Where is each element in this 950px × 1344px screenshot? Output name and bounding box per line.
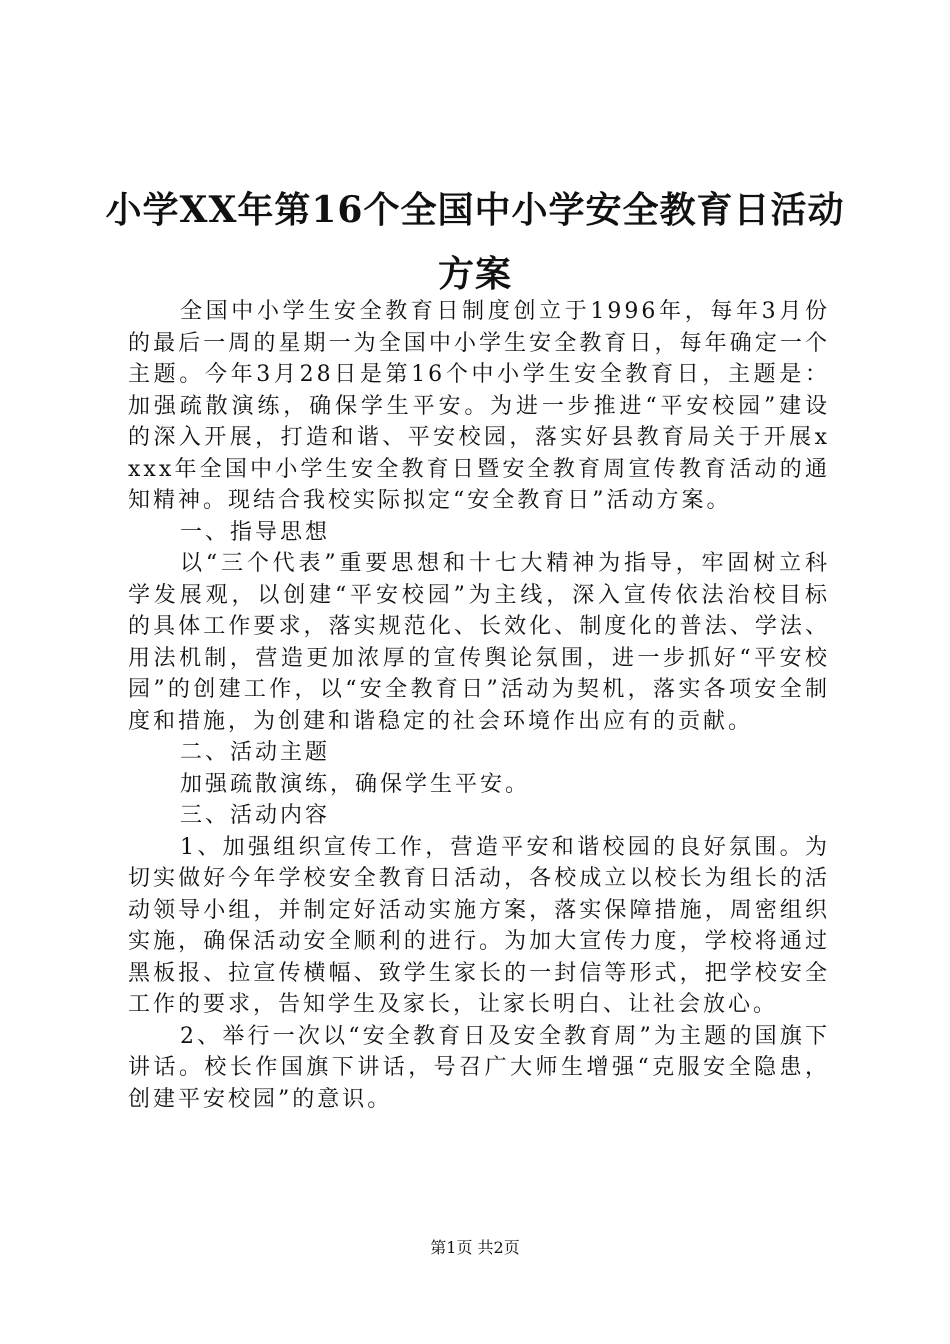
document-body — [128, 296, 830, 1115]
paragraph-content-item-2: 2、举行一次以“安全教育日及安全教育周”为主题的国旗下讲话。校长作国旗下讲话，号召广大师生增强“克服安全隐患，创建平安校园”的意识。 — [128, 1023, 830, 1112]
heading-activity-theme: 二、活动主题 — [180, 740, 331, 765]
document-title: 小学XX年第16个全国中小学安全教育日活动方案 — [105, 189, 845, 295]
paragraph-activity-theme: 加强疏散演练，确保学生平安。 — [180, 771, 531, 797]
paragraph-intro: 全国中小学生安全教育日制度创立于1996年，每年3月份的最后一周的星期一为全国中小学生安全教育日，每年确定一个主题。今年3月28日是第16个中小学生安全教育日，主题是：加强疏散演练，确保学生平安。为进一步推进“平安校园”建设的深入开展，打造和谐、平安校园，落实好县教育局关于开展xxxx年全国中小学生安全教育日暨安全教育周宣传教育活动的通知精神。现结合我校实际拟定“安全教育日”活动方案。 — [128, 299, 830, 513]
paragraph-content-item-1: 1、加强组织宣传工作，营造平安和谐校园的良好氛围。为切实做好今年学校安全教育日活动，各校成立以校长为组长的活动领导小组，并制定好活动实施方案，落实保障措施，周密组织实施，确保活动安全顺利的进行。为加大宣传力度，学校将通过黑板报、拉宣传横幅、致学生家长的一封信等形式，把学校安全工作的要求，告知学生及家长，让家长明白、让社会放心。 — [128, 834, 830, 1017]
heading-activity-content: 三、活动内容 — [180, 803, 331, 828]
paragraph-guiding-ideology: 以“三个代表”重要思想和十七大精神为指导，牢固树立科学发展观，以创建“平安校园”为主线，深入宣传依法治校目标的具体工作要求，落实规范化、长效化、制度化的普法、学法、用法机制，营造更加浓厚的宣传舆论氛围，进一步抓好“平安校园”的创建工作，以“安全教育日”活动为契机，落实各项安全制度和措施，为创建和谐稳定的社会环境作出应有的贡献。 — [128, 551, 830, 734]
page-number: 第1页 共2页 — [430, 1238, 520, 1257]
heading-guiding-ideology: 一、指导思想 — [180, 519, 331, 545]
